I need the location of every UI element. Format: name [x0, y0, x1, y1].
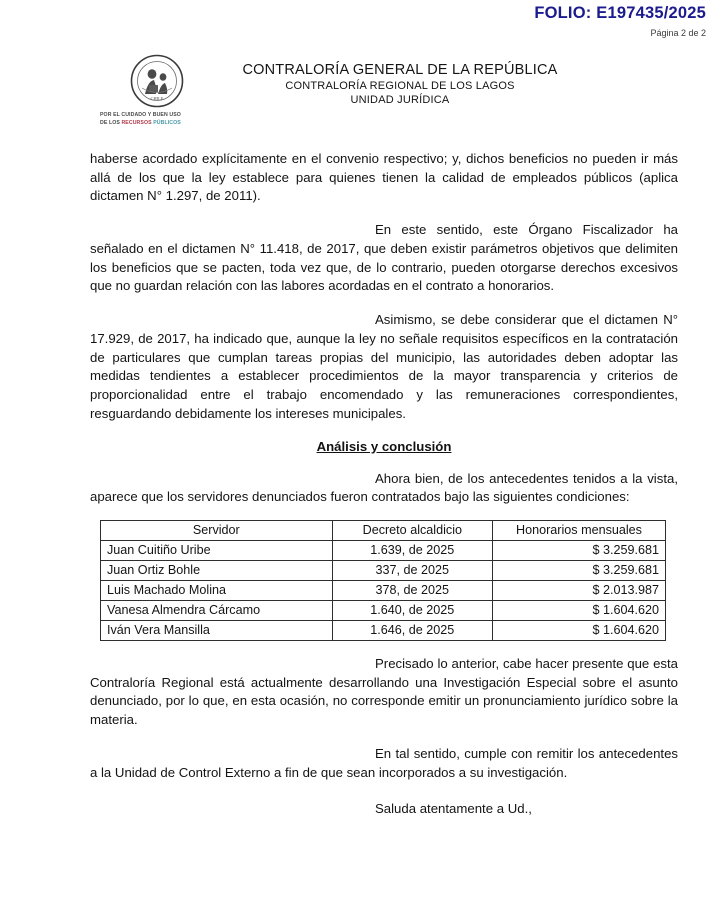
table-header-row: [101, 521, 666, 541]
paragraph-asimismo: Asimismo, se debe considerar que el dictamen N° 17.929, de 2017, ha indicado que, aunque la ley no señale requisitos específicos en la contratación de particulares que cumplan tareas propias del municipio, las autoridades deben adoptar las medidas tendientes a establecer procedimientos de la mayor transparencia y criterios de proporcionalidad entre el trabajo encomendado y las remuneraciones correspondientes, resguardando debidamente los intereses municipales.: [90, 312, 678, 421]
org-name-national: CONTRALORÍA GENERAL DE LA REPÚBLICA: [242, 62, 558, 78]
section-heading-analisis: Análisis y conclusión: [316, 438, 452, 454]
document-body: [90, 150, 678, 819]
paragraph-ahora-bien: Ahora bien, de los antecedentes tenidos a la vista, aparece que los servidores denunciados fueron contratados bajo las siguientes condiciones:: [90, 470, 678, 505]
folio-number: FOLIO: E197435/2025: [534, 4, 706, 22]
svg-text:CHILE: CHILE: [150, 96, 164, 101]
organization-titles: [200, 62, 600, 106]
letterhead: [0, 52, 720, 142]
cell-decreto: 337, de 2025: [332, 561, 492, 581]
cell-servidor: Juan Ortiz Bohle: [101, 561, 333, 581]
column-header-honorarios: Honorarios mensuales: [492, 521, 665, 541]
cell-servidor: Iván Vera Mansilla: [101, 621, 333, 641]
column-header-decreto: Decreto alcaldicio: [332, 521, 492, 541]
paragraph-en-tal-sentido: En tal sentido, cumple con remitir los antecedentes a la Unidad de Control Externo a fin de que sean incorporados a su investigación.: [90, 745, 678, 780]
cell-decreto: 1.640, de 2025: [332, 601, 492, 621]
table-row: [101, 621, 666, 641]
cell-honorarios: $ 3.259.681: [492, 541, 665, 561]
tagline-plain: DE LOS: [100, 119, 122, 126]
closing-salutation: Saluda atentamente a Ud.,: [375, 801, 532, 817]
page-indicator: Página 2 de 2: [650, 28, 706, 38]
cell-servidor: Juan Cuitiño Uribe: [101, 541, 333, 561]
servers-table: [100, 520, 666, 641]
cell-decreto: 1.639, de 2025: [332, 541, 492, 561]
tagline-line-2: [100, 120, 218, 128]
tagline-publicos: PÚBLICOS: [153, 119, 181, 126]
contraloria-seal-icon: [130, 54, 184, 108]
cell-servidor: Vanesa Almendra Cárcamo: [101, 601, 333, 621]
table-row: [101, 561, 666, 581]
cell-honorarios: $ 1.604.620: [492, 601, 665, 621]
logo-tagline: [96, 112, 218, 127]
tagline-recursos: RECURSOS: [121, 119, 154, 126]
table-row: [101, 601, 666, 621]
cell-decreto: 378, de 2025: [332, 581, 492, 601]
cell-honorarios: $ 2.013.987: [492, 581, 665, 601]
paragraph-precisado: Precisado lo anterior, cabe hacer presente que esta Contraloría Regional está actualmente desarrollando una Investigación Especial sobre el asunto denunciado, por lo que, en esta ocasión, no corresponde emitir un pronunciamiento jurídico sobre la materia.: [90, 656, 678, 728]
folio-header: [534, 4, 706, 38]
org-name-regional: CONTRALORÍA REGIONAL DE LOS LAGOS: [285, 80, 515, 92]
servers-table-container: [100, 520, 666, 641]
cell-servidor: Luis Machado Molina: [101, 581, 333, 601]
org-name-unit: UNIDAD JURÍDICA: [350, 94, 450, 106]
paragraph-en-este-sentido: En este sentido, este Órgano Fiscalizador ha señalado en el dictamen N° 11.418, de 2017, que deben existir parámetros objetivos que delimiten los beneficios que se pacten, toda vez que, de lo contrario, pueden otorgarse derechos excesivos que no guardan relación con las labores acordadas en el contrato a honorarios.: [90, 222, 678, 294]
table-row: [101, 541, 666, 561]
cell-decreto: 1.646, de 2025: [332, 621, 492, 641]
column-header-servidor: Servidor: [101, 521, 333, 541]
paragraph-continuation: haberse acordado explícitamente en el convenio respectivo; y, dichos beneficios no pueden ir más allá de los que la ley establece para quienes tienen la calidad de empleados públicos (aplica dictamen N° 1.297, de 2011).: [90, 151, 678, 204]
cell-honorarios: $ 1.604.620: [492, 621, 665, 641]
table-row: [101, 581, 666, 601]
cell-honorarios: $ 3.259.681: [492, 561, 665, 581]
tagline-line-1: POR EL CUIDADO Y BUEN USO: [100, 112, 181, 118]
